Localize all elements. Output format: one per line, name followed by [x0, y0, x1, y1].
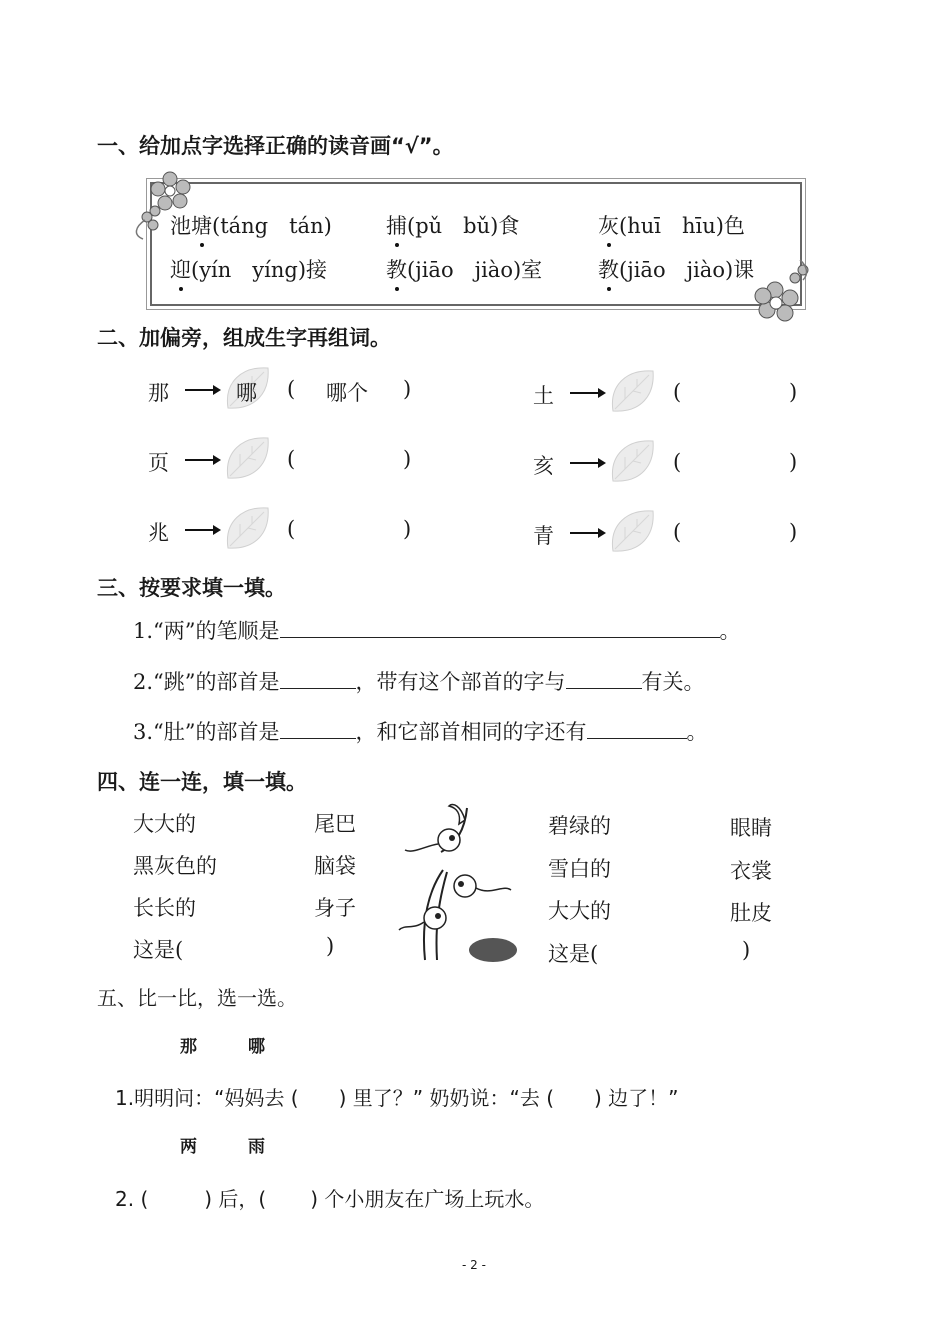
question-5-2 [115, 1183, 544, 1212]
section4-title: 四、连一连，填一填。 [97, 770, 307, 794]
open-paren: ( [673, 520, 682, 544]
char-pair-2a: 两 [180, 1137, 197, 1157]
match-right-noun[interactable]: 衣裳 [730, 859, 772, 883]
close-paren: ) [403, 377, 412, 401]
pinyin-options: (jiāo jiào)室 [407, 258, 543, 282]
match-left-noun[interactable]: 尾巴 [314, 812, 356, 836]
dotted-char: 教 [386, 254, 407, 284]
base-char: 兆 [148, 521, 169, 545]
question-text: ) 个小朋友在广场上玩水。 [310, 1187, 545, 1211]
dotted-char: 捕 [386, 210, 407, 240]
question-text: ，和它部首相同的字还有 [355, 720, 587, 744]
section1-title: 一、给加点字选择正确的读音画“√”。 [97, 134, 454, 158]
pinyin-item-2 [386, 210, 519, 240]
answer-blank[interactable] [299, 1085, 339, 1105]
question-text: 3.“肚”的部首是 [133, 720, 280, 744]
question-text: ) 后，( [204, 1187, 267, 1211]
dotted-char: 教 [598, 254, 619, 284]
close-paren: ) [403, 517, 412, 541]
answer-blank[interactable] [148, 1186, 204, 1206]
pinyin-options: (jiāo jiào)课 [619, 258, 755, 282]
answer-blank[interactable] [280, 718, 356, 739]
question-end: 。 [719, 619, 741, 643]
pinyin-item-5 [386, 254, 542, 284]
result-char: 哪 [236, 381, 257, 405]
pinyin-item-4 [170, 254, 327, 284]
tadpole-illustration [395, 800, 525, 970]
close-paren: ) [789, 380, 798, 404]
base-char: 青 [533, 524, 554, 548]
pinyin-box [150, 182, 802, 306]
this-is-left-open: 这是( [133, 938, 184, 962]
match-right-adjective[interactable]: 大大的 [548, 899, 611, 923]
leaf-icon [607, 365, 659, 417]
question-end: 有关。 [641, 670, 705, 694]
question-5-1 [115, 1082, 679, 1111]
pinyin-item-3 [598, 210, 745, 240]
pinyin-options: (pǔ bǔ)食 [407, 214, 520, 238]
answer-blank[interactable] [587, 718, 687, 739]
match-left-adjective[interactable]: 黑灰色的 [133, 854, 217, 878]
leaf-icon [607, 435, 659, 487]
close-paren: ) [403, 447, 412, 471]
open-paren: ( [673, 380, 682, 404]
question-text: ) 边了！” [594, 1086, 679, 1110]
pinyin-item-6 [598, 254, 754, 284]
base-char: 土 [533, 384, 554, 408]
open-paren: ( [287, 517, 296, 541]
match-right-adjective[interactable]: 碧绿的 [548, 814, 611, 838]
answer-blank[interactable] [280, 617, 720, 638]
arrow-icon [570, 527, 606, 539]
word-answer: 哪个 [326, 381, 368, 405]
match-left-noun[interactable]: 身子 [314, 896, 356, 920]
section3-title: 三、按要求填一填。 [97, 576, 286, 600]
dotted-char: 灰 [598, 210, 619, 240]
question-text: ) 里了？” 奶奶说：“去 ( [338, 1086, 555, 1110]
char-pair-1b: 哪 [248, 1037, 265, 1057]
question-text: 1.“两”的笔顺是 [133, 619, 280, 643]
leaf-icon [607, 505, 659, 557]
dotted-char: 迎 [170, 254, 191, 284]
answer-blank[interactable] [266, 1186, 310, 1206]
section2-title: 二、加偏旁，组成生字再组词。 [97, 326, 391, 350]
leaf-icon [222, 502, 274, 554]
close-paren: ) [789, 520, 798, 544]
arrow-icon [185, 524, 221, 536]
pinyin-item-1 [170, 210, 332, 240]
arrow-icon [185, 454, 221, 466]
match-right-noun[interactable]: 肚皮 [730, 901, 772, 925]
match-left-noun[interactable]: 脑袋 [314, 854, 356, 878]
arrow-icon [185, 384, 221, 396]
close-paren: ) [789, 450, 798, 474]
question-3-3 [133, 716, 708, 746]
arrow-icon [570, 457, 606, 469]
arrow-icon [570, 387, 606, 399]
open-paren: ( [673, 450, 682, 474]
open-paren: ( [287, 447, 296, 471]
pinyin-options: (yín yíng)接 [191, 258, 328, 282]
this-is-right-open: 这是( [548, 942, 599, 966]
question-text: ，带有这个部首的字与 [355, 670, 566, 694]
flower-decoration-bottom-right [745, 250, 815, 325]
char-pair-2b: 雨 [248, 1137, 265, 1157]
pinyin-options: (táng tán) [212, 214, 332, 238]
base-char: 那 [148, 381, 169, 405]
open-paren: ( [287, 377, 296, 401]
question-end: 。 [686, 720, 708, 744]
question-3-2 [133, 666, 705, 696]
question-text: 2. ( [115, 1187, 149, 1211]
match-right-adjective[interactable]: 雪白的 [548, 857, 611, 881]
match-left-adjective[interactable]: 大大的 [133, 812, 196, 836]
section5-title: 五、比一比，选一选。 [97, 986, 297, 1010]
base-char: 页 [148, 451, 169, 475]
question-text: 2.“跳”的部首是 [133, 670, 280, 694]
leaf-icon [222, 432, 274, 484]
this-is-right-close: ) [742, 938, 751, 962]
answer-blank[interactable] [566, 668, 642, 689]
char-pair-1a: 那 [180, 1037, 197, 1057]
match-right-noun[interactable]: 眼睛 [730, 816, 772, 840]
page-number: - 2 - [462, 1258, 486, 1272]
question-3-1 [133, 615, 741, 645]
dotted-char: 塘 [191, 210, 212, 240]
answer-blank[interactable] [280, 668, 356, 689]
answer-blank[interactable] [554, 1085, 594, 1105]
pinyin-options: (huī hīu)色 [619, 214, 745, 238]
item-text: 池 [170, 214, 191, 238]
base-char: 亥 [533, 454, 554, 478]
question-text: 1.明明问：“妈妈去 ( [115, 1086, 299, 1110]
match-left-adjective[interactable]: 长长的 [133, 896, 196, 920]
this-is-left-close: ) [326, 934, 335, 958]
